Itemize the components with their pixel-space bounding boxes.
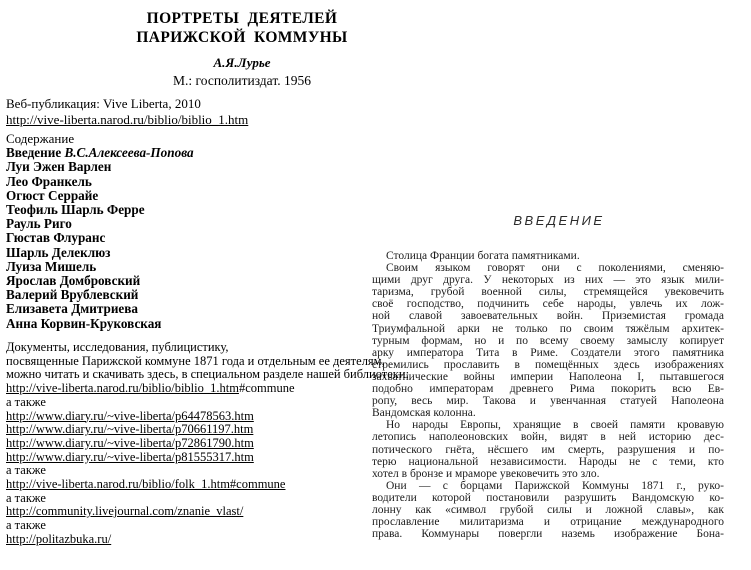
introduction-scan-line: Своим языком говорят они с поколениями, сменяю- [386,262,724,275]
contents-name: Шарль Делеклюз [6,244,111,260]
library-paragraph-line: посвященные Парижской коммуне 1871 года и отдельным ее деятелям, [6,353,385,368]
contents-name: Ярослав Домбровский [6,273,141,289]
introduction-scan-line: Но народы Европы, хранящие в своей памяти кровавую [386,419,724,432]
introduction-scan-line: права. Коммунары повергли наземь изображение Бона- [372,528,724,541]
contents-name: Луи Эжен Варлен [6,159,112,175]
introduction-scan-line: водители которой постановили разрушить Вандомскую ко- [372,491,724,504]
introduction-scan-text [372,250,724,540]
library-link[interactable]: http://www.diary.ru/~vive-liberta/p70661197.htm [6,422,254,437]
contents-name: Теофиль Шарль Ферре [6,202,145,218]
introduction-scan-line: Они — с борцами Парижской Коммуны 1871 г., руко- [386,479,724,492]
contents-block [6,132,194,331]
contents-name: Анна Корвин-Круковская [6,315,162,331]
contents-heading: Содержание [6,131,75,146]
introduction-scan-line: ропу, весь мир. Такова и увенчанная статуей Наполеона [372,395,724,408]
web-publication-block [6,96,248,127]
introduction-scan-line: щими друг друга. У некоторых из них — это язык мили- [372,274,724,287]
library-link-row [6,451,409,465]
library-link[interactable]: http://community.livejournal.com/znanie_vlast/ [6,504,244,519]
introduction-scan-line: Столица Франции богата памятниками. [386,250,580,262]
library-link[interactable]: http://vive-liberta.narod.ru/biblio/folk_1.htm#commune [6,477,286,492]
library-link[interactable]: http://vive-liberta.narod.ru/biblio/biblio_1.htm [6,381,239,396]
library-paragraph-line: Документы, исследования, публицистику, [6,340,229,354]
library-link-anchor-suffix: #commune [238,381,295,396]
library-also-text: а также [6,463,46,478]
contents-intro [6,146,194,160]
library-link-row [6,478,409,492]
library-link[interactable]: http://www.diary.ru/~vive-liberta/p64478563.htm [6,408,254,423]
library-link[interactable]: http://politazbuka.ru/ [6,531,112,546]
book-author-block [20,55,464,89]
library-link-row [6,533,409,547]
contents-names-list [6,160,194,330]
introduction-scan-line: Вандомская колонна. [372,407,476,420]
contents-name: Гюстав Флуранс [6,230,106,246]
library-link-row [6,505,409,519]
library-link-row [6,437,409,451]
introduction-scan-line: таризма, грубой военной силы, стремящейся увековечить [372,286,724,299]
library-link-row [6,423,409,437]
library-links-block [6,341,409,547]
book-title [20,10,464,47]
web-publication-link[interactable]: http://vive-liberta.narod.ru/biblio/biblio_1.htm [6,111,249,127]
introduction-scan-line: потического гнёта, нёсшего им смерть, разрушения и по- [372,443,724,456]
library-link-row [6,382,409,396]
contents-name: Огюст Серрайе [6,187,99,203]
introduction-scan-line: арку императора Тита в Риме. Создатели этого памятника [372,346,724,359]
contents-name: Лео Франкель [6,173,92,189]
library-also-text: а также [6,490,46,505]
contents-name: Рауль Риго [6,216,72,232]
library-links-list [6,382,409,546]
introduction-scan-line: ной славой завоевательных войн. Приземистая громада [372,310,724,323]
introduction-scan-line: своё господство, подчинить себе народы, увлечь их лож- [372,298,724,311]
library-link[interactable]: http://www.diary.ru/~vive-liberta/p81555317.htm [6,449,254,464]
contents-intro-author: В.С.Алексеева-Попова [64,145,194,161]
contents-name: Луиза Мишель [6,258,97,274]
contents-name: Валерий Врублевский [6,287,139,303]
introduction-scan-line: лонну как «символ грубой силы и ложной славы», как [372,503,724,516]
introduction-scan-line: захватнические войны империи Наполеона I, пытавшегося [372,370,724,383]
contents-name: Елизавета Дмитриева [6,301,138,317]
contents-intro-label: Введение [6,145,65,161]
book-author: А.Я.Лурье [213,55,271,70]
introduction-scan-line: терю национальной независимости. Народы не с теми, кто [372,455,724,468]
introduction-heading: ВВЕДЕНИЕ [513,213,605,228]
library-paragraph [6,341,409,382]
library-paragraph-line: можно читать и скачивать здесь, в специальном разделе нашей библиотеки: [6,367,410,382]
introduction-scan-line: турным формам, но и по всему своему замыслу копирует [372,334,724,347]
introduction-scan-line: прославление милитаризма и отрицание международного [372,516,724,529]
book-imprint: М.: госполитиздат. 1956 [173,73,311,88]
introduction-scan-line: Триумфальной арки не только по своим тяжёлым архитек- [372,322,724,335]
web-publication-label: Веб-публикация: Vive Liberta, 2010 [6,96,201,111]
introduction-scan-line: хотел в бронзе и мраморе увековечить это зло. [372,467,600,480]
library-also-text: а также [6,394,46,409]
introduction-scan-line: стремились прославить в помещённых здесь изображениях [372,358,724,371]
introduction-scan-line: подобно императорам древнего Рима покорить всю Ев- [372,383,724,396]
library-link[interactable]: http://www.diary.ru/~vive-liberta/p72861790.htm [6,435,254,450]
book-title-line1: ПОРТРЕТЫ ДЕЯТЕЛЕЙ [146,10,338,27]
book-title-line2: ПАРИЖСКОЙ КОММУНЫ [136,28,348,46]
library-also-text: а также [6,518,46,533]
library-link-row [6,410,409,424]
introduction-scan-line: летопись наполеоновских войн, видят в ней историю дес- [372,431,724,444]
